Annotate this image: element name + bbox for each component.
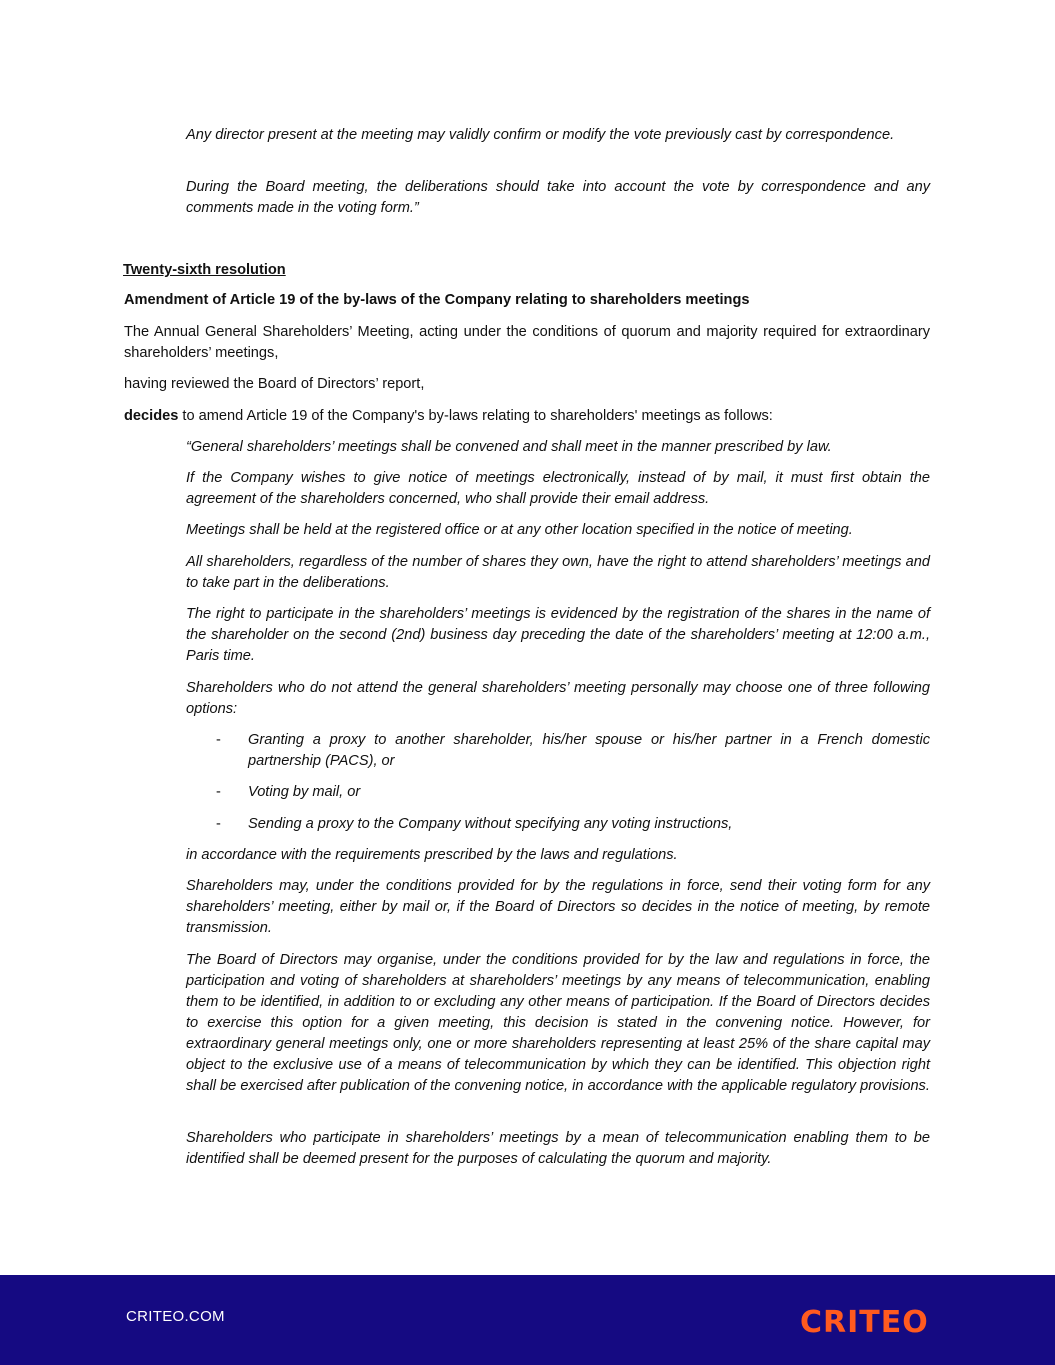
page-footer [0,1275,1055,1365]
bullet-item: Granting a proxy to another shareholder, his/her spouse or his/her partner in a French domestic partnership (PACS), or [248,732,930,769]
closing-paragraph: Shareholders who participate in shareholders’ meetings by a mean of telecommunication enabling them to be identified shall be deemed present for the purposes of calculating the quorum and majority. [186,1130,930,1167]
bullet-dash: - [216,732,221,748]
footer-url-link[interactable]: CRITEO.COM [126,1308,225,1325]
bullet-item: Sending a proxy to the Company without specifying any voting instructions, [248,816,733,832]
bullet-dash: - [216,816,221,832]
reviewed-paragraph: having reviewed the Board of Directors’ report, [124,376,425,392]
bullet-item: Voting by mail, or [248,784,361,800]
decides-text: to amend Article 19 of the Company's by-laws relating to shareholders' meetings as follows: [178,408,773,424]
decides-paragraph [124,406,930,427]
decides-keyword: decides [124,408,179,424]
closing-paragraph: in accordance with the requirements prescribed by the laws and regulations. [186,847,678,863]
closing-paragraph: Shareholders may, under the conditions provided for by the regulations in force, send their voting form for any shareholders’ meeting, either by mail or, if the Board of Directors so decides in the notice of meeting, by remote transmission. [186,878,930,936]
closing-paragraph: The Board of Directors may organise, under the conditions provided for by the law and regulations in force, the participation and voting of shareholders at shareholders’ meetings by any means of telecommunication, enabling them to be identified, in addition to or excluding any other means of participation. If the Board of Directors decides to exercise this option for a given meeting, this decision is stated in the convening notice. However, for extraordinary general meetings only, one or more shareholders representing at least 25% of the share capital may object to the exclusive use of a means of telecommunication by which they can be identified. This objection right shall be exercised after publication of the convening notice, in accordance with the applicable regulatory provisions. [186,952,930,1094]
bullet-dash: - [216,784,221,800]
intro-paragraph: Any director present at the meeting may validly confirm or modify the vote previously cast by correspondence. [186,127,895,143]
article-paragraph: Shareholders who do not attend the general shareholders’ meeting personally may choose one of three following options: [186,680,930,717]
article-paragraph: If the Company wishes to give notice of meetings electronically, instead of by mail, it must first obtain the agreement of the shareholders concerned, who shall provide their email address. [186,470,930,507]
article-paragraph: All shareholders, regardless of the number of shares they own, have the right to attend shareholders’ meetings and to take part in the deliberations. [186,554,930,591]
criteo-logo-text: CRITEO [800,1305,929,1338]
resolution-title: Amendment of Article 19 of the by-laws of the Company relating to shareholders meetings [124,292,750,308]
acting-paragraph: The Annual General Shareholders’ Meeting, acting under the conditions of quorum and majority required for extraordinary shareholders’ meetings, [124,324,930,361]
intro-paragraph: During the Board meeting, the deliberations should take into account the vote by correspondence and any comments made in the voting form.” [186,179,930,216]
article-paragraph: “General shareholders’ meetings shall be convened and shall meet in the manner prescribed by law. [186,439,832,455]
criteo-logo [800,1302,930,1338]
resolution-heading: Twenty-sixth resolution [123,262,286,278]
article-paragraph: The right to participate in the shareholders’ meetings is evidenced by the registration of the shares in the name of the shareholder on the second (2nd) business day preceding the date of the shareholders’ meeting at 12:00 a.m., Paris time. [186,606,930,664]
article-paragraph: Meetings shall be held at the registered office or at any other location specified in the notice of meeting. [186,522,853,538]
